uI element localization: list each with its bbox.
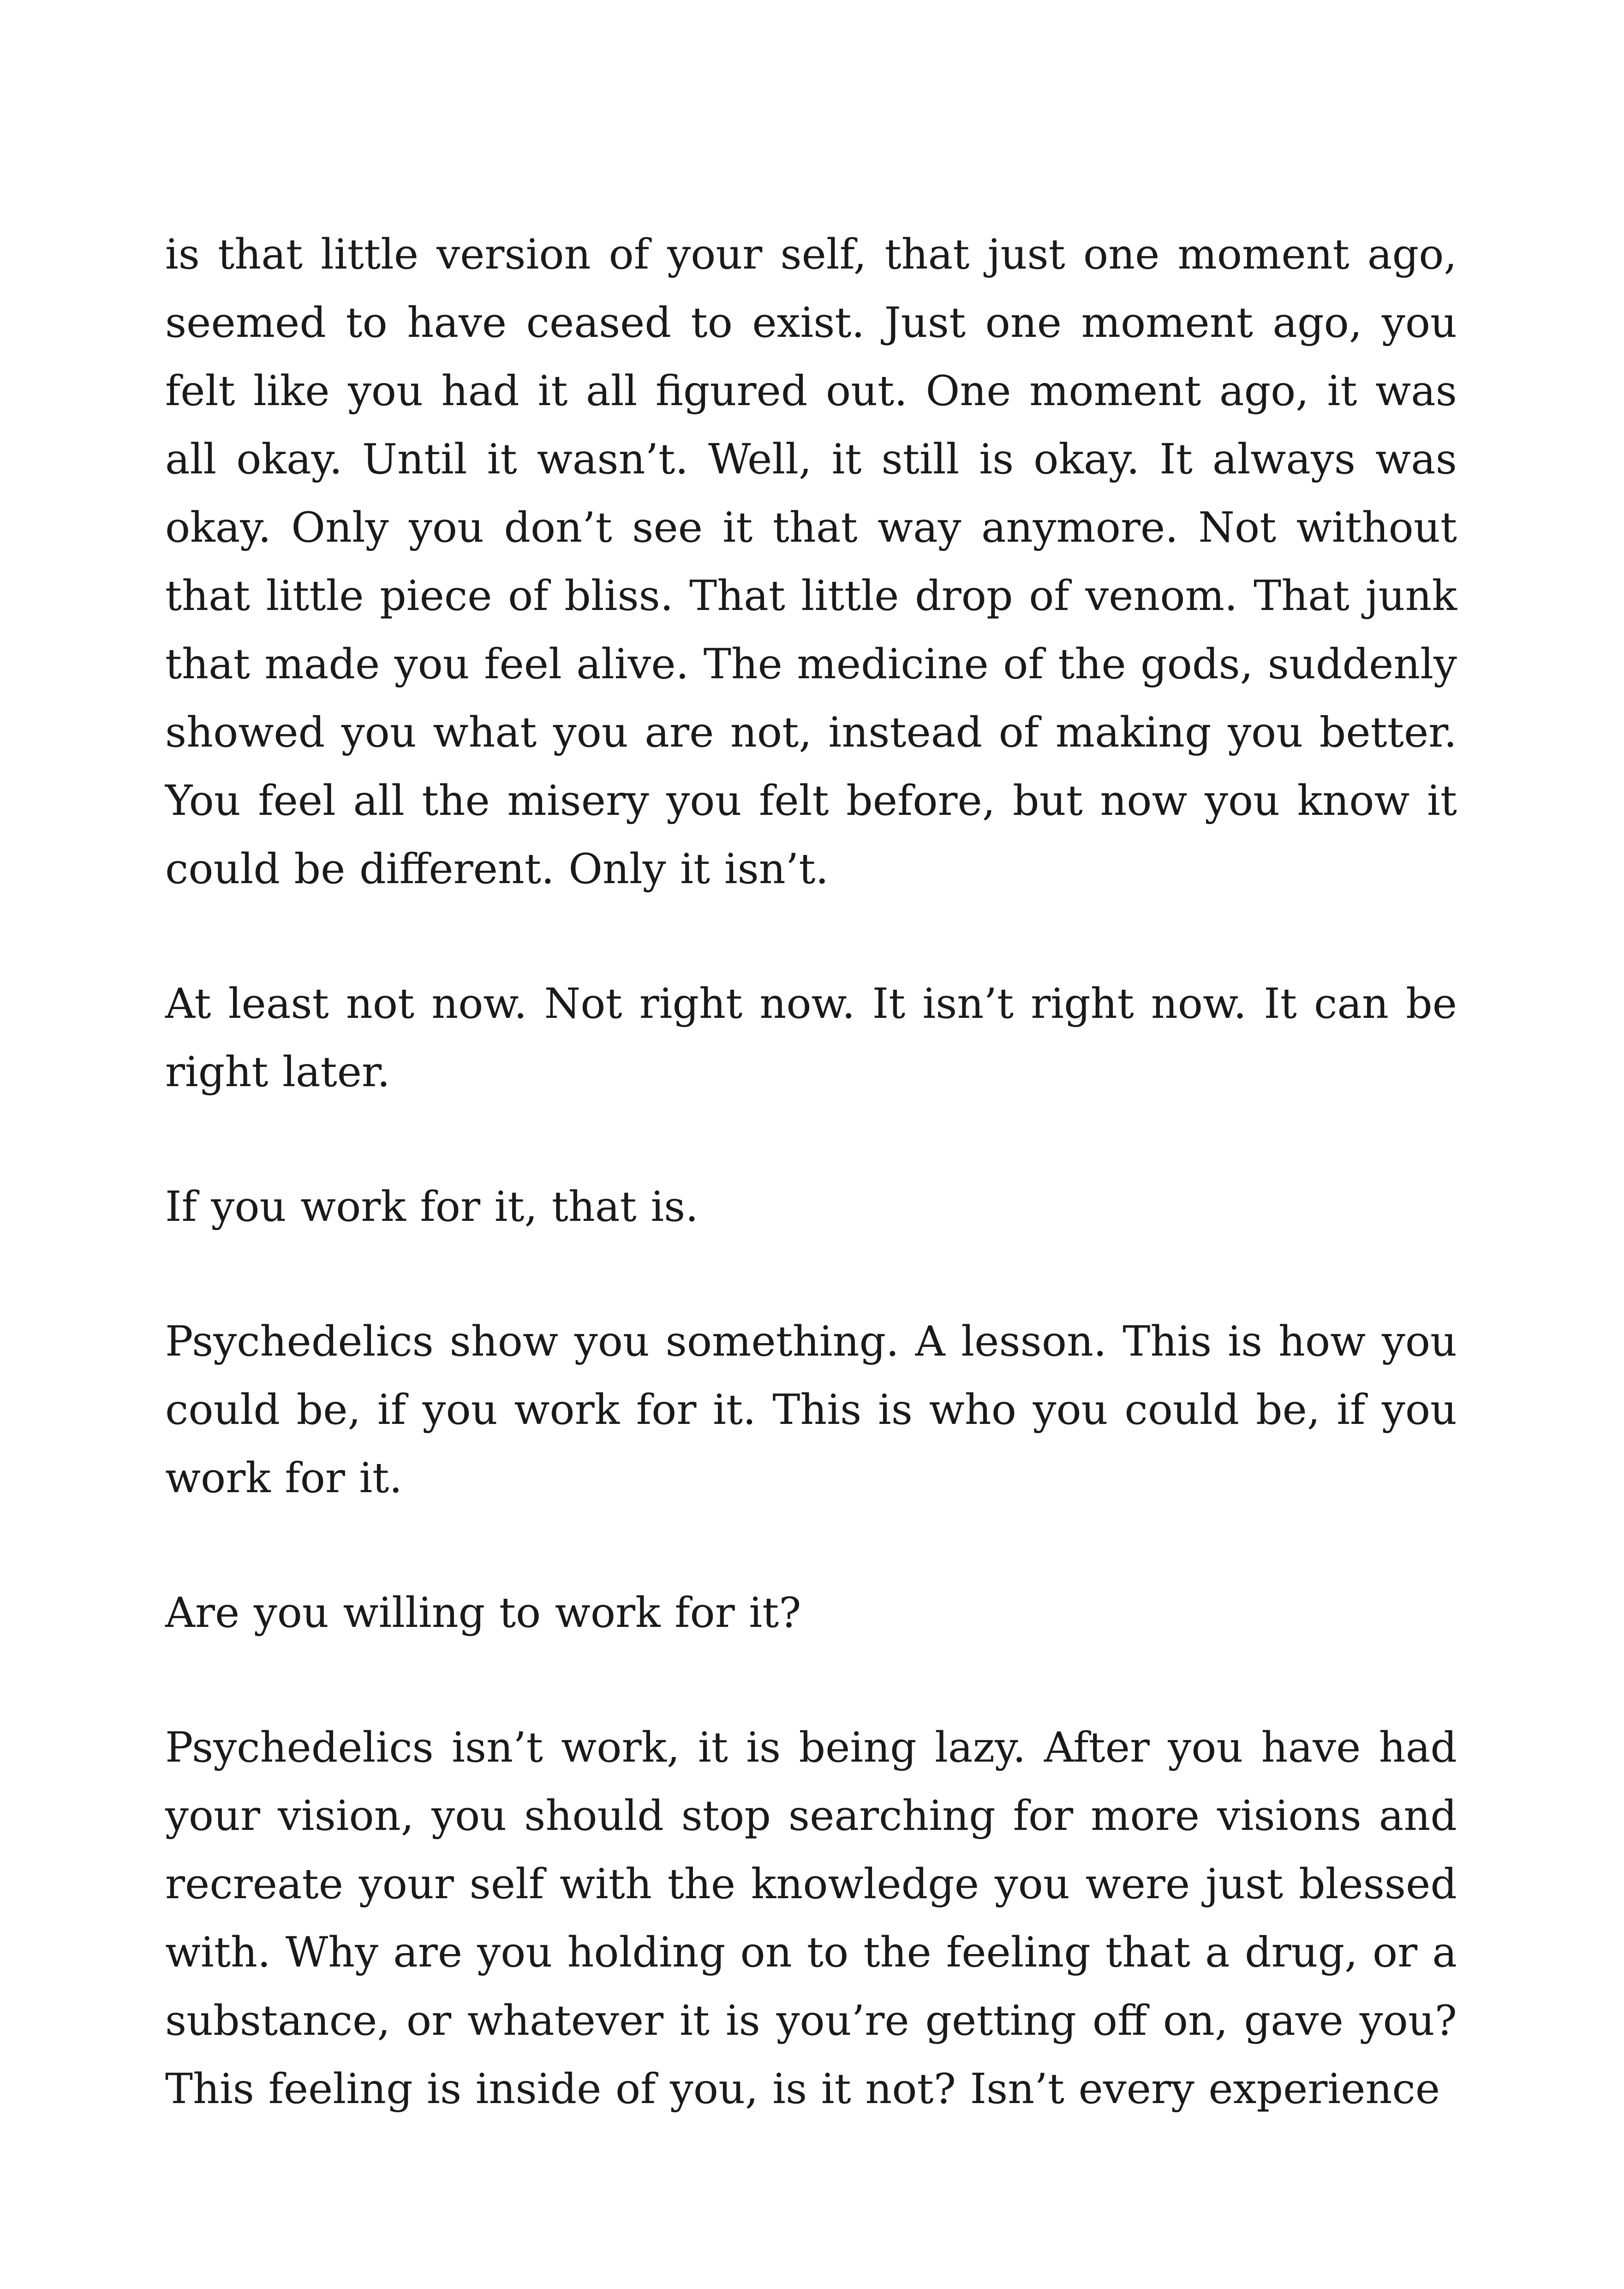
paragraph: Are you willing to work for it? [165,1589,801,1637]
body-text [165,221,1457,2123]
paragraph: Psychedelics show you something. A lesson. This is how you could be, if you work for it. This is who you could be, if you work for it. [165,1317,1457,1502]
paragraph: Psychedelics isn’t work, it is being lazy. After you have had your vision, you should stop searching for more visions and recreate your self with the knowledge you were just blessed with. Why are you holding on to the feeling that a drug, or a substance, or whatever it is you’re getting off on, gave you? This feeling is inside of you, is it not? Isn’t every experience [165,1723,1457,2113]
paragraph: is that little version of your self, that just one moment ago, seemed to have ceased to exist. Just one moment ago, you felt like you had it all figured out. One moment ago, it was all okay. Until it wasn’t. Well, it still is okay. It always was okay. Only you don’t see it that way anymore. Not without that little piece of bliss. That little drop of venom. That junk that made you feel alive. The medicine of the gods, suddenly showed you what you are not, instead of making you better. You feel all the misery you felt before, but now you know it could be different. Only it isn’t. [165,230,1457,893]
paragraph: At least not now. Not right now. It isn’t right now. It can be right later. [165,980,1457,1096]
paragraph: If you work for it, that is. [165,1183,699,1231]
